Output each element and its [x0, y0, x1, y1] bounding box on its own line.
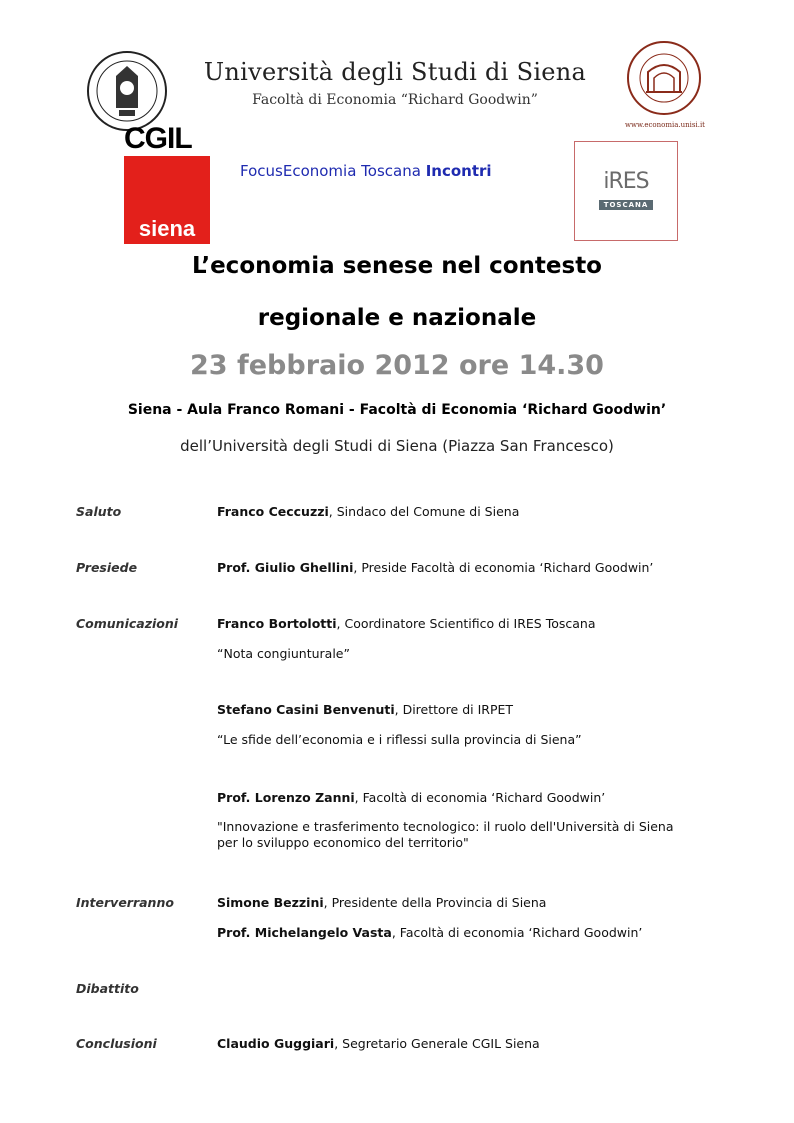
- faculty-seal-logo: [626, 40, 702, 120]
- focus-series-prefix: FocusEconomia Toscana: [240, 162, 426, 180]
- speaker-name: Prof. Giulio Ghellini: [217, 560, 354, 575]
- program-entry-interverranno-2: [217, 925, 642, 940]
- program-entry-comunicazioni-3: [217, 790, 605, 805]
- speaker-role: , Coordinatore Scientifico di IRES Toscana: [336, 616, 596, 631]
- program-label-conclusioni: Conclusioni: [76, 1036, 157, 1051]
- talk-title-line1: "Innovazione e trasferimento tecnologico: il ruolo dell'Università di Siena: [217, 819, 674, 834]
- focus-series-title: [240, 162, 492, 180]
- talk-title: “Le sfide dell’economia e i riflessi sulla provincia di Siena”: [217, 732, 582, 747]
- speaker-role: , Segretario Generale CGIL Siena: [334, 1036, 540, 1051]
- program-label-presiede: Presiede: [76, 560, 138, 575]
- speaker-role: , Facoltà di economia ‘Richard Goodwin’: [354, 790, 606, 805]
- speaker-name: Prof. Michelangelo Vasta: [217, 925, 392, 940]
- event-location-line1: Siena - Aula Franco Romani - Facoltà di Economia ‘Richard Goodwin’: [127, 402, 667, 418]
- event-title-line2: regionale e nazionale: [257, 305, 537, 331]
- talk-title: “Nota congiunturale”: [217, 646, 350, 661]
- program-entry-interverranno-1: [217, 895, 546, 910]
- speaker-role: , Presidente della Provincia di Siena: [323, 895, 547, 910]
- cgil-logo-text: CGIL: [124, 122, 192, 155]
- speaker-name: Claudio Guggiari: [217, 1036, 335, 1051]
- faculty-url: www.economia.unisi.it: [624, 121, 705, 129]
- ires-logo-text: iRES: [603, 169, 649, 194]
- speaker-name: Franco Bortolotti: [217, 616, 337, 631]
- speaker-name: Simone Bezzini: [217, 895, 324, 910]
- speaker-name: Franco Ceccuzzi: [217, 504, 329, 519]
- speaker-role: , Facoltà di economia ‘Richard Goodwin’: [391, 925, 643, 940]
- speaker-name: Stefano Casini Benvenuti: [217, 702, 395, 717]
- university-seal-logo: [86, 50, 168, 132]
- speaker-role: , Sindaco del Comune di Siena: [328, 504, 520, 519]
- ires-toscana-logo: [574, 141, 678, 241]
- program-entry-saluto: [217, 504, 519, 519]
- ires-logo-region: TOSCANA: [599, 200, 653, 210]
- program-entry-presiede: [217, 560, 653, 575]
- program-entry-comunicazioni-2: [217, 702, 513, 717]
- speaker-name: Prof. Lorenzo Zanni: [217, 790, 355, 805]
- event-date: 23 febbraio 2012 ore 14.30: [190, 350, 604, 381]
- cgil-logo-siena-text: siena: [138, 216, 196, 241]
- speaker-role: , Preside Facoltà di economia ‘Richard Goodwin’: [353, 560, 654, 575]
- program-entry-conclusioni: [217, 1036, 540, 1051]
- university-name: Università degli Studi di Siena: [203, 58, 587, 86]
- program-label-comunicazioni: Comunicazioni: [76, 616, 179, 631]
- cgil-logo-red-block: [124, 156, 210, 244]
- program-label-saluto: Saluto: [76, 504, 122, 519]
- focus-series-bold: Incontri: [425, 162, 492, 180]
- cgil-siena-logo: [124, 124, 210, 244]
- program-label-dibattito: Dibattito: [76, 981, 139, 996]
- program-entry-comunicazioni-1: [217, 616, 595, 631]
- faculty-name: Facoltà di Economia “Richard Goodwin”: [252, 92, 538, 108]
- program-label-interverranno: Interverranno: [76, 895, 174, 910]
- event-location-line2: dell’Università degli Studi di Siena (Piazza San Francesco): [180, 437, 614, 455]
- event-title-line1: L’economia senese nel contesto: [191, 253, 602, 279]
- speaker-role: , Direttore di IRPET: [394, 702, 514, 717]
- talk-title-line2: per lo sviluppo economico del territorio": [217, 835, 469, 850]
